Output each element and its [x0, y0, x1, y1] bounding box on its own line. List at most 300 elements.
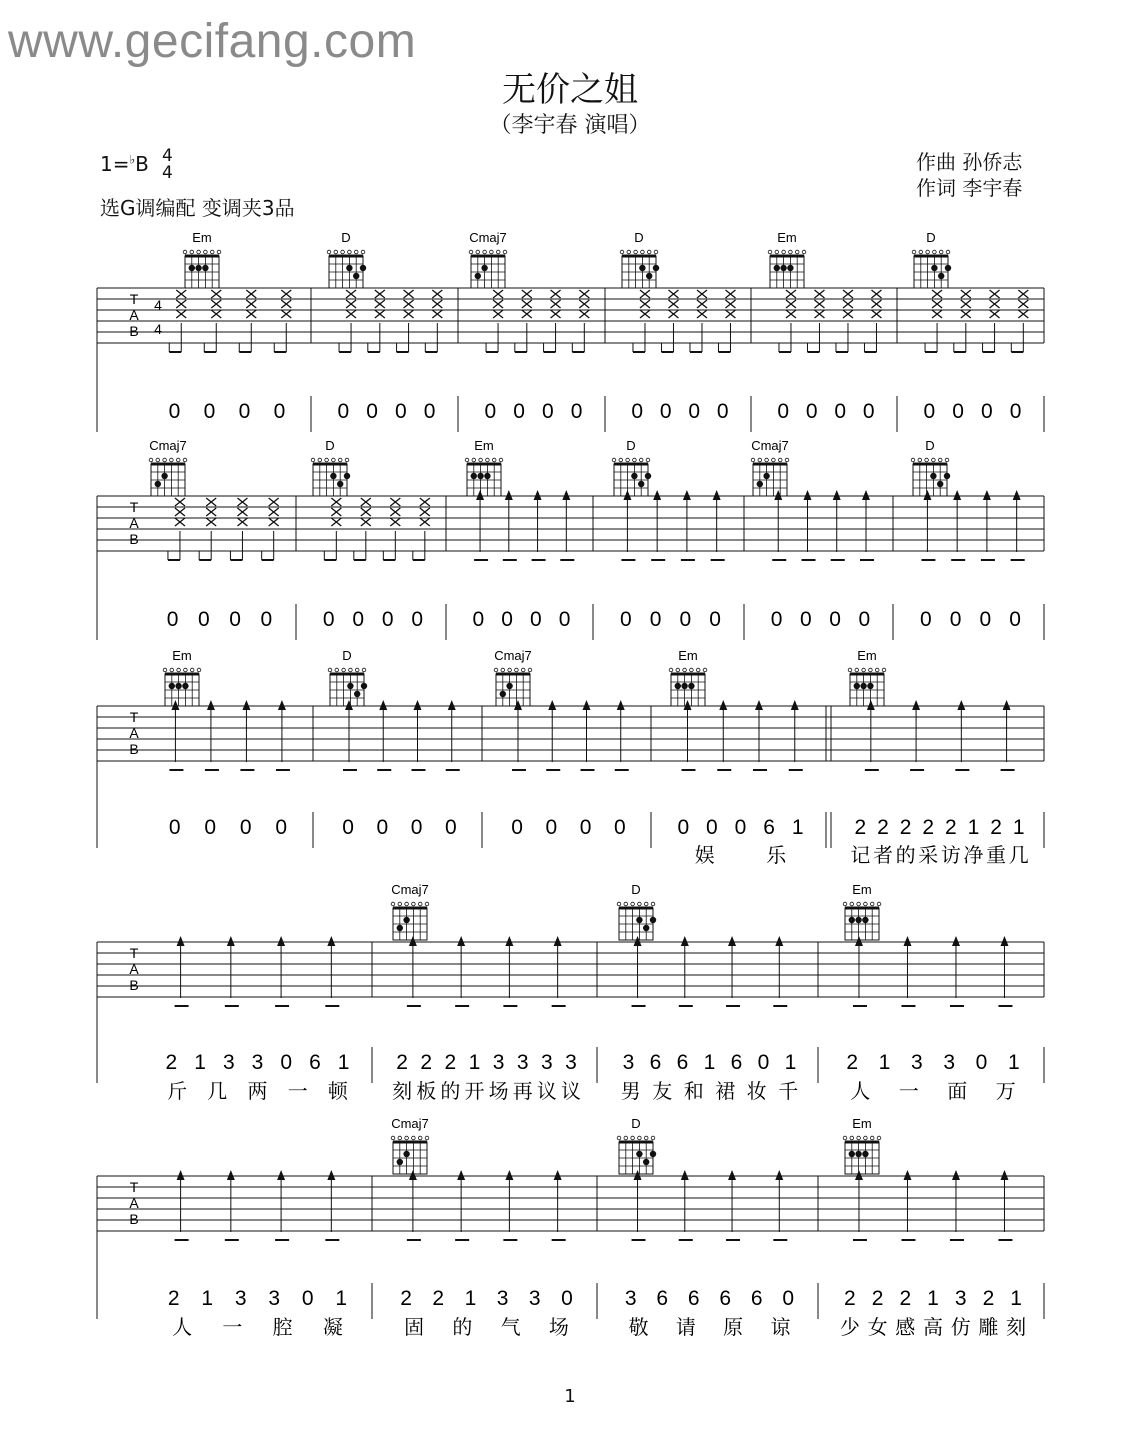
chord-name: Cmaj7 — [751, 438, 789, 453]
numbered-note: 2 — [990, 816, 1002, 839]
chord-finger-dot — [855, 1151, 861, 1157]
numbered-note: 0 — [679, 608, 692, 631]
strum-arrowhead — [903, 936, 911, 946]
mute-x-mark — [640, 290, 650, 298]
tab-clef-letter: B — [129, 1211, 139, 1227]
numbered-note: 0 — [198, 608, 210, 631]
song-subtitle: （李宇春 演唱） — [489, 113, 651, 138]
numbered-note: 0 — [1009, 400, 1022, 423]
chord-open-string-marker — [638, 902, 642, 906]
numbered-note: 0 — [649, 608, 662, 631]
tab-clef-letter: B — [129, 977, 139, 993]
strum-arrowhead — [457, 1170, 465, 1180]
strum-arrowhead — [277, 1170, 285, 1180]
strum-arrowhead — [448, 700, 456, 710]
chord-diagram — [327, 230, 366, 288]
chord-name: Em — [474, 438, 494, 453]
chord-finger-dot — [360, 265, 366, 271]
chord-finger-dot — [347, 683, 353, 689]
chord-open-string-marker — [503, 250, 507, 254]
chord-open-string-marker — [850, 902, 854, 906]
lyric-char: 千 — [778, 1079, 799, 1103]
mute-x-mark — [668, 290, 678, 298]
mute-x-mark — [237, 508, 247, 516]
chord-open-string-marker — [864, 902, 868, 906]
numbered-note: 0 — [949, 608, 962, 631]
chord-finger-dot — [944, 473, 950, 479]
chord-finger-dot — [867, 683, 873, 689]
chord-open-string-marker — [412, 1136, 416, 1140]
chord-name: Em — [777, 230, 797, 245]
chord-open-string-marker — [156, 458, 160, 462]
chord-open-string-marker — [946, 250, 950, 254]
lyric-char: 记 — [850, 843, 871, 867]
chord-open-string-marker — [926, 250, 930, 254]
strum-arrowhead — [912, 700, 920, 710]
lyric-char: 几 — [1008, 843, 1029, 867]
numbered-note: 0 — [337, 400, 350, 423]
mute-x-mark — [206, 498, 216, 506]
chord-finger-dot — [361, 683, 367, 689]
chord-open-string-marker — [348, 250, 352, 254]
mute-x-mark — [404, 300, 414, 308]
mute-x-mark — [281, 310, 291, 318]
chord-finger-dot — [195, 265, 201, 271]
strum-arrowhead — [952, 1170, 960, 1180]
numbered-note: 3 — [516, 1051, 529, 1074]
mute-x-mark — [551, 290, 561, 298]
strum-arrowhead — [207, 700, 215, 710]
numbered-note: 0 — [395, 400, 407, 423]
lyric-char: 人 — [850, 1079, 871, 1103]
chord-open-string-marker — [334, 250, 338, 254]
chord-name: Em — [678, 648, 698, 663]
chord-open-string-marker — [676, 668, 680, 672]
chord-open-string-marker — [349, 668, 353, 672]
numbered-note: 1 — [1010, 1287, 1022, 1310]
lyric-char: 气 — [500, 1315, 521, 1339]
numbered-note: 3 — [540, 1051, 553, 1074]
lyric-char: 重 — [986, 843, 1007, 867]
mute-x-mark — [697, 310, 707, 318]
chord-finger-dot — [330, 473, 336, 479]
lyric-char: 雕 — [978, 1315, 999, 1339]
mute-x-mark — [843, 310, 853, 318]
numbered-note: 1 — [468, 1051, 481, 1074]
chord-open-string-marker — [391, 902, 395, 906]
chord-open-string-marker — [631, 902, 635, 906]
chord-open-string-marker — [912, 250, 916, 254]
tab-clef-letter: B — [129, 531, 139, 547]
mute-x-mark — [176, 300, 186, 308]
mute-x-mark — [961, 300, 971, 308]
chord-open-string-marker — [802, 250, 806, 254]
lyric-char: 刻 — [1006, 1315, 1027, 1339]
tab-clef-letter: T — [129, 1179, 139, 1195]
mute-x-mark — [432, 290, 442, 298]
chord-open-string-marker — [624, 902, 628, 906]
chord-diagram — [612, 438, 651, 496]
lyric-char: 者 — [872, 843, 893, 867]
mute-x-mark — [640, 310, 650, 318]
numbered-note: 0 — [716, 400, 729, 423]
tab-clef-letter: A — [129, 961, 139, 977]
time-signature-bottom: 4 — [162, 163, 173, 183]
chord-open-string-marker — [469, 250, 473, 254]
chord-name: Cmaj7 — [391, 882, 429, 897]
chord-open-string-marker — [651, 1136, 655, 1140]
mute-x-mark — [814, 310, 824, 318]
lyric-char: 场 — [488, 1079, 509, 1103]
numbered-note: 0 — [381, 608, 394, 631]
mute-x-mark — [697, 290, 707, 298]
lyric-char: 议 — [560, 1079, 581, 1103]
numbered-note: 0 — [829, 608, 841, 631]
tab-clef-letter: T — [129, 291, 139, 307]
numbered-note: 6 — [656, 1287, 669, 1310]
strum-arrowhead — [617, 700, 625, 710]
numbered-note: 3 — [622, 1051, 635, 1074]
chord-finger-dot — [855, 917, 861, 923]
mute-x-mark — [551, 300, 561, 308]
numbered-note: 0 — [542, 400, 554, 423]
lyric-char: 人 — [172, 1315, 193, 1339]
mute-x-mark — [390, 508, 400, 516]
chord-finger-dot — [477, 473, 483, 479]
mute-x-mark — [237, 498, 247, 506]
numbered-note: 6 — [676, 1051, 689, 1074]
chord-open-string-marker — [170, 458, 174, 462]
chord-open-string-marker — [877, 902, 881, 906]
capo-note: 选G调编配 变调夹3品 — [100, 196, 295, 220]
chord-finger-dot — [397, 925, 403, 931]
numbered-note: 1 — [464, 1287, 477, 1310]
mute-x-mark — [579, 310, 589, 318]
chord-finger-dot — [506, 683, 512, 689]
lyric-char: 高 — [923, 1315, 943, 1339]
chord-finger-dot — [945, 265, 951, 271]
chord-open-string-marker — [843, 902, 847, 906]
numbered-note: 0 — [631, 400, 644, 423]
numbered-note: 0 — [1009, 608, 1021, 631]
lyric-char: 开 — [464, 1079, 485, 1103]
chord-finger-dot — [646, 273, 652, 279]
lyric-char: 仿 — [950, 1315, 971, 1339]
chord-finger-dot — [500, 691, 506, 697]
chord-finger-dot — [931, 265, 937, 271]
numbered-note: 0 — [975, 1051, 988, 1074]
mute-x-mark — [420, 518, 430, 526]
chord-finger-dot — [862, 917, 868, 923]
numbered-note: 0 — [659, 400, 672, 423]
lyric-char: 万 — [995, 1079, 1016, 1103]
lyric-char: 腔 — [272, 1315, 293, 1339]
composer: 作曲 孙侨志 — [916, 150, 1023, 174]
chord-open-string-marker — [204, 250, 208, 254]
strum-arrowhead — [409, 936, 417, 946]
numbered-note: 0 — [166, 608, 179, 631]
mute-x-mark — [843, 290, 853, 298]
numbered-note: 0 — [423, 400, 436, 423]
chord-open-string-marker — [345, 458, 349, 462]
numbered-note: 6 — [719, 1287, 732, 1310]
chord-diagram — [768, 230, 806, 288]
mute-x-mark — [175, 518, 185, 526]
chord-open-string-marker — [945, 458, 949, 462]
chord-diagram — [391, 882, 429, 940]
strum-arrowhead — [409, 1170, 417, 1180]
mute-x-mark — [361, 518, 371, 526]
chord-open-string-marker — [751, 458, 755, 462]
chord-open-string-marker — [496, 250, 500, 254]
numbered-note: 0 — [805, 400, 818, 423]
numbered-note: 1 — [1007, 1051, 1020, 1074]
strum-arrowhead — [775, 936, 783, 946]
numbered-note: 0 — [366, 400, 378, 423]
strum-arrowhead — [833, 490, 841, 500]
numbered-note: 6 — [309, 1051, 321, 1074]
strum-arrowhead — [775, 1170, 783, 1180]
mute-x-mark — [843, 300, 853, 308]
mute-x-mark — [404, 290, 414, 298]
chord-name: D — [631, 1116, 641, 1131]
numbered-note: 2 — [982, 1287, 995, 1310]
lyric-char: 斤 — [167, 1079, 188, 1103]
chord-open-string-marker — [782, 250, 786, 254]
chord-name: Cmaj7 — [149, 438, 187, 453]
chord-diagram — [311, 438, 350, 496]
strum-arrowhead — [681, 936, 689, 946]
chord-open-string-marker — [405, 902, 409, 906]
lyric-char: 妆 — [746, 1079, 767, 1103]
mute-x-mark — [990, 290, 1000, 298]
lyric-char: 请 — [675, 1315, 696, 1339]
chord-open-string-marker — [163, 668, 167, 672]
numbered-note: 0 — [782, 1287, 795, 1310]
chord-finger-dot — [763, 473, 769, 479]
mute-x-mark — [375, 300, 385, 308]
chord-open-string-marker — [486, 458, 490, 462]
tab-clef-letter: A — [129, 725, 139, 741]
numbered-note: 0 — [322, 608, 335, 631]
numbered-note: 0 — [757, 1051, 770, 1074]
chord-open-string-marker — [177, 668, 181, 672]
tab-clef-letter: T — [129, 499, 139, 515]
chord-open-string-marker — [183, 250, 187, 254]
mute-x-mark — [331, 498, 341, 506]
chord-name: Em — [192, 230, 212, 245]
chord-open-string-marker — [617, 902, 621, 906]
mute-x-mark — [579, 300, 589, 308]
strum-arrowhead — [327, 936, 335, 946]
lyric-char: 固 — [404, 1315, 425, 1339]
chord-name: D — [341, 230, 351, 245]
lyric-char: 谅 — [770, 1315, 791, 1339]
chord-open-string-marker — [869, 668, 873, 672]
strum-arrowhead — [227, 1170, 235, 1180]
mute-x-mark — [871, 300, 881, 308]
mute-x-mark — [206, 508, 216, 516]
chord-open-string-marker — [843, 1136, 847, 1140]
strum-arrowhead — [634, 936, 642, 946]
chord-finger-dot — [346, 265, 352, 271]
mute-x-mark — [269, 498, 279, 506]
chord-open-string-marker — [795, 250, 799, 254]
chord-diagram — [469, 230, 507, 288]
numbered-note: 0 — [770, 608, 783, 631]
strum-arrowhead — [476, 490, 484, 500]
numbered-note: 2 — [854, 816, 867, 839]
mute-x-mark — [786, 290, 796, 298]
chord-open-string-marker — [768, 250, 772, 254]
strum-arrowhead — [242, 700, 250, 710]
chord-diagram — [848, 648, 886, 706]
chord-open-string-marker — [639, 458, 643, 462]
chord-open-string-marker — [342, 668, 346, 672]
strum-arrowhead — [554, 936, 562, 946]
chord-finger-dot — [650, 1151, 656, 1157]
chord-open-string-marker — [654, 250, 658, 254]
lyric-char: 乐 — [766, 843, 787, 867]
chord-finger-dot — [475, 273, 481, 279]
numbered-note: 0 — [411, 608, 424, 631]
numbered-note: 0 — [777, 400, 790, 423]
mute-x-mark — [725, 300, 735, 308]
chord-name: Cmaj7 — [391, 1116, 429, 1131]
chord-finger-dot — [182, 683, 188, 689]
chord-open-string-marker — [939, 250, 943, 254]
numbered-note: 2 — [444, 1051, 457, 1074]
chord-open-string-marker — [425, 902, 429, 906]
chord-open-string-marker — [938, 458, 942, 462]
chord-open-string-marker — [641, 250, 645, 254]
strum-arrowhead — [653, 490, 661, 500]
site-watermark: www.gecifang.com — [8, 15, 417, 68]
chord-open-string-marker — [875, 668, 879, 672]
mute-x-mark — [331, 508, 341, 516]
chord-open-string-marker — [183, 458, 187, 462]
strum-arrowhead — [582, 700, 590, 710]
lyric-char: 的 — [452, 1315, 473, 1339]
chord-finger-dot — [849, 1151, 855, 1157]
mute-x-mark — [269, 518, 279, 526]
numbered-note: 0 — [923, 400, 936, 423]
chord-diagram — [617, 882, 656, 940]
numbered-note: 0 — [579, 816, 592, 839]
chord-name: Em — [172, 648, 192, 663]
chord-finger-dot — [353, 273, 359, 279]
numbered-note: 0 — [472, 608, 485, 631]
strum-arrowhead — [1013, 490, 1021, 500]
mute-x-mark — [725, 290, 735, 298]
chord-open-string-marker — [362, 668, 366, 672]
chord-open-string-marker — [335, 668, 339, 672]
strum-arrowhead — [505, 490, 513, 500]
mute-x-mark — [668, 310, 678, 318]
lyric-char: 原 — [723, 1315, 744, 1339]
mute-x-mark — [420, 508, 430, 516]
numbered-note: 2 — [846, 1051, 859, 1074]
chord-open-string-marker — [176, 458, 180, 462]
chord-open-string-marker — [925, 458, 929, 462]
mute-x-mark — [932, 300, 942, 308]
strum-arrowhead — [548, 700, 556, 710]
chord-open-string-marker — [476, 250, 480, 254]
numbered-note: 0 — [342, 816, 354, 839]
chord-finger-dot — [688, 683, 694, 689]
chord-diagram — [328, 648, 367, 706]
strum-arrowhead — [713, 490, 721, 500]
numbered-note: 2 — [899, 1287, 912, 1310]
numbered-note: 1 — [927, 1287, 939, 1310]
lyric-char: 刻 — [392, 1079, 413, 1103]
chord-open-string-marker — [669, 668, 673, 672]
chord-open-string-marker — [696, 668, 700, 672]
tab-clef-letter: B — [129, 323, 139, 339]
chord-open-string-marker — [627, 250, 631, 254]
chord-open-string-marker — [412, 902, 416, 906]
chord-open-string-marker — [170, 668, 174, 672]
mute-x-mark — [697, 300, 707, 308]
chord-finger-dot — [681, 683, 687, 689]
strum-arrowhead — [867, 700, 875, 710]
chord-finger-dot — [757, 481, 763, 487]
numbered-note: 0 — [952, 400, 964, 423]
chord-finger-dot — [643, 1159, 649, 1165]
mute-x-mark — [551, 310, 561, 318]
chord-open-string-marker — [361, 250, 365, 254]
chord-open-string-marker — [877, 1136, 881, 1140]
key-note: B — [135, 152, 149, 176]
numbered-note: 3 — [234, 1287, 247, 1310]
mute-x-mark — [640, 300, 650, 308]
chord-open-string-marker — [418, 1136, 422, 1140]
numbered-note: 2 — [944, 816, 957, 839]
strum-arrowhead — [278, 700, 286, 710]
strum-arrowhead — [177, 936, 185, 946]
chord-open-string-marker — [789, 250, 793, 254]
mute-x-mark — [814, 300, 824, 308]
chord-finger-dot — [862, 1151, 868, 1157]
mute-x-mark — [990, 310, 1000, 318]
mute-x-mark — [246, 310, 256, 318]
chord-finger-dot — [645, 473, 651, 479]
strum-arrowhead — [791, 700, 799, 710]
mute-x-mark — [206, 518, 216, 526]
mute-x-mark — [281, 300, 291, 308]
chord-open-string-marker — [515, 668, 519, 672]
strum-arrowhead — [923, 490, 931, 500]
chord-finger-dot — [643, 925, 649, 931]
numbered-note: 2 — [165, 1051, 178, 1074]
chord-name: Cmaj7 — [494, 648, 532, 663]
chord-finger-dot — [169, 683, 175, 689]
numbered-note: 0 — [706, 816, 718, 839]
numbered-note: 2 — [922, 816, 935, 839]
tab-clef-letter: A — [129, 1195, 139, 1211]
numbered-note: 6 — [763, 816, 775, 839]
lyric-char: 顿 — [327, 1079, 348, 1103]
chord-finger-dot — [636, 1151, 642, 1157]
numbered-note: 6 — [649, 1051, 662, 1074]
chord-finger-dot — [161, 473, 167, 479]
chord-diagram — [163, 648, 201, 706]
chord-open-string-marker — [850, 1136, 854, 1140]
time-signature-top: 4 — [162, 146, 173, 166]
chord-open-string-marker — [521, 668, 525, 672]
chord-open-string-marker — [210, 250, 214, 254]
page-number: 1 — [564, 1386, 576, 1407]
